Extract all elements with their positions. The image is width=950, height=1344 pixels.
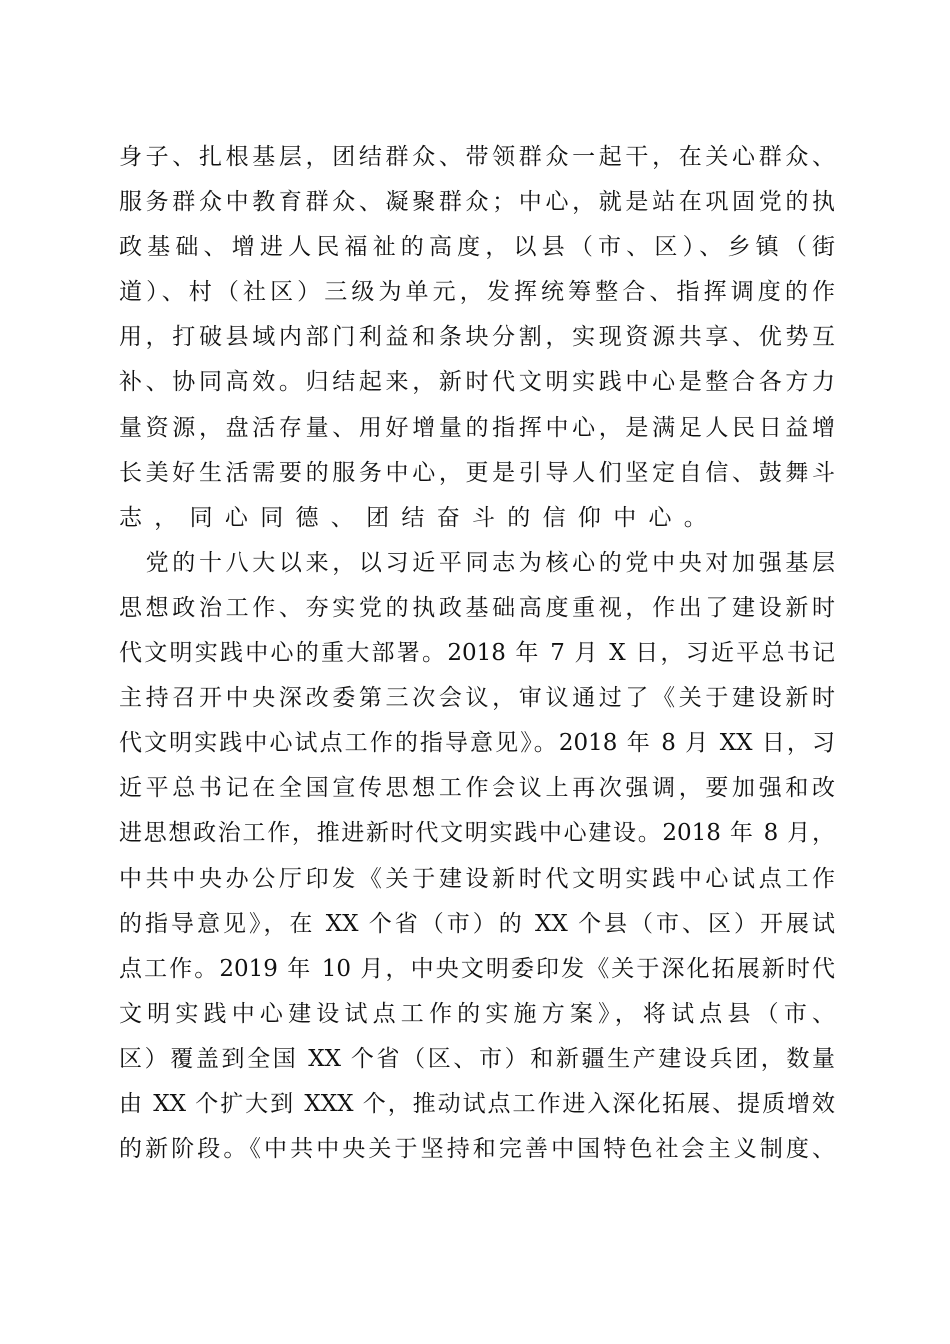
text-line-paragraph-end: 志，同心同德、团结奋斗的信仰中心。 — [119, 504, 720, 531]
text-line-paragraph-start: 党的十八大以来，以习近平同志为核心的党中央对加强基层 — [119, 549, 835, 576]
text-line: 身子、扎根基层，团结群众、带领群众一起干，在关心群众、 — [119, 144, 835, 170]
text-line: 进思想政治工作，推进新时代文明实践中心建设。2018 年 8 月， — [119, 820, 835, 847]
text-line: 的指导意见》，在 XX 个省（市）的 XX 个县（市、区）开展试 — [119, 910, 835, 937]
text-line: 长美好生活需要的服务中心，更是引导人们坚定自信、鼓舞斗 — [119, 459, 835, 486]
text-line: 补、协同高效。归结起来，新时代文明实践中心是整合各方力 — [119, 369, 835, 396]
text-line: 点工作。2019 年 10 月，中央文明委印发《关于深化拓展新时代 — [119, 955, 835, 982]
text-line: 用，打破县域内部门利益和条块分割，实现资源共享、优势互 — [119, 324, 835, 351]
text-line: 的新阶段。《中共中央关于坚持和完善中国特色社会主义制度、 — [119, 1136, 835, 1163]
text-line: 中共中央办公厅印发《关于建设新时代文明实践中心试点工作 — [119, 865, 835, 892]
text-line: 主持召开中央深改委第三次会议，审议通过了《关于建设新时 — [119, 685, 835, 712]
document-body — [119, 135, 835, 1172]
text-line: 思想政治工作、夯实党的执政基础高度重视，作出了建设新时 — [119, 594, 835, 621]
text-line: 区）覆盖到全国 XX 个省（区、市）和新疆生产建设兵团，数量 — [119, 1045, 835, 1072]
text-line: 代文明实践中心试点工作的指导意见》。2018 年 8 月 XX 日，习 — [119, 730, 835, 757]
text-line: 近平总书记在全国宣传思想工作会议上再次强调，要加强和改 — [119, 775, 835, 802]
text-line: 政基础、增进人民福祉的高度，以县（市、区）、乡镇（街 — [119, 234, 835, 261]
text-line: 文明实践中心建设试点工作的实施方案》，将试点县（市、 — [119, 1000, 835, 1027]
text-line: 服务群众中教育群众、凝聚群众；中心，就是站在巩固党的执 — [119, 189, 835, 216]
text-line: 道）、村（社区）三级为单元，发挥统筹整合、指挥调度的作 — [119, 279, 835, 306]
text-line: 代文明实践中心的重大部署。2018 年 7 月 X 日，习近平总书记 — [119, 640, 835, 667]
text-line: 量资源，盘活存量、用好增量的指挥中心，是满足人民日益增 — [119, 414, 835, 441]
text-line: 由 XX 个扩大到 XXX 个，推动试点工作进入深化拓展、提质增效 — [119, 1090, 835, 1117]
